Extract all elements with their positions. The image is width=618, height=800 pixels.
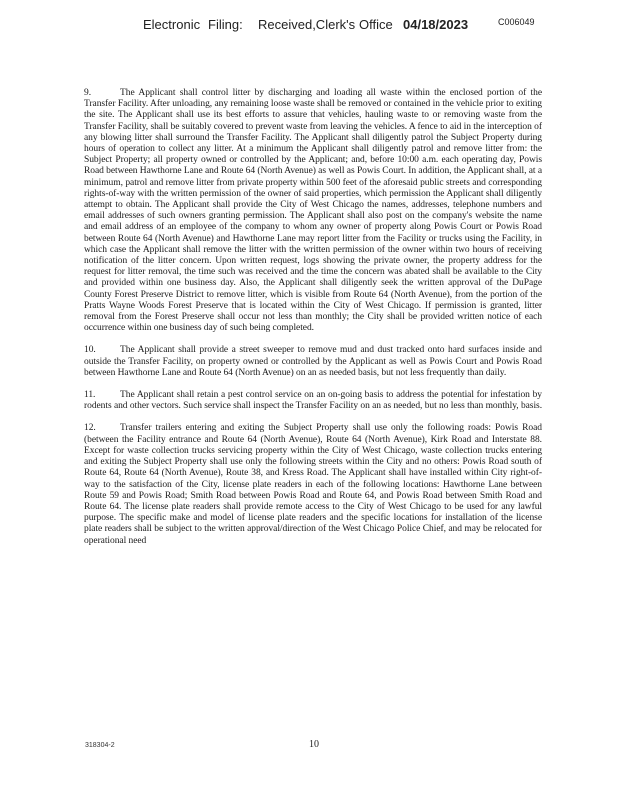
paragraph-text: Transfer trailers entering and exiting the Subject Property shall use only the following roads: Powis Road (between the Facility entrance and Route 64 (North Avenue), Route 64 (North Avenue), Kirk Road and Interstate 88. Except for waste collection trucks servicing property within the City of West Chicago, waste collection trucks entering and exiting the Subject Property shall use only the following streets within the City and no others: Powis Road south of Route 64, Route 64 (North Avenue), Route 38, and Kress Road. The Applicant shall have installed within City right-of-way to the satisfaction of the City, license plate readers in each of the following locations: Hawthorne Lane between Route 59 and Powis Road; Smith Road between Powis Road and Route 64, and Powis Road between Smith Road and Route 64. The license plate readers shall provide remote access to the City of West Chicago to be used for any lawful purpose. The specific make and model of license plate readers and the specific locations for installation of the license plate readers shall be subject to the written approval/direction of the West Chicago Police Chief, and may be relocated for operational need bbox=[84, 423, 542, 546]
paragraph-12 bbox=[84, 423, 542, 546]
paragraph-number: 11. bbox=[84, 390, 96, 401]
paragraph-9 bbox=[84, 88, 542, 334]
filing-stamp-header bbox=[0, 17, 618, 37]
paragraph-number: 10. bbox=[84, 345, 96, 356]
document-body bbox=[84, 88, 542, 547]
header-code: C006049 bbox=[498, 17, 535, 27]
paragraph-text: The Applicant shall provide a street sweeper to remove mud and dust tracked onto hard surfaces inside and outside the Transfer Facility, on property owned or controlled by the Applicant as well as Powis Court and Powis Road between Hawthorne Lane and Route 64 (North Avenue) on an as needed basis, but not less frequently than daily. bbox=[84, 345, 542, 378]
paragraph-number: 12. bbox=[84, 423, 96, 434]
paragraph-number: 9. bbox=[84, 88, 92, 98]
header-filing: Filing: bbox=[208, 17, 243, 32]
paragraph-10 bbox=[84, 345, 542, 379]
header-received: Received,Clerk's bbox=[258, 17, 356, 32]
page-number: 10 bbox=[309, 739, 319, 750]
header-electronic: Electronic bbox=[143, 17, 201, 32]
paragraph-text: The Applicant shall retain a pest control service on an on-going basis to address the potential for infestation by rodents and other vectors. Such service shall inspect the Transfer Facility on an as needed, but no less than monthly, basis. bbox=[84, 390, 543, 412]
paragraph-11 bbox=[84, 390, 542, 412]
header-office: Office bbox=[359, 17, 393, 32]
paragraph-text: The Applicant shall control litter by discharging and loading all waste within the enclosed portion of the Transfer Facility. After unloading, any remaining loose waste shall be removed or contained in the vehicle prior to exiting the site. The Applicant shall use its best efforts to assure that vehicles, hauling waste to or removing waste from the Transfer Facility, shall be suitably covered to prevent waste from leaving the vehicles. A fence to aid in the interception of any blowing litter shall surround the Transfer Facility. The Applicant shall diligently patrol the Subject Property during hours of operation to collect any litter. At a minimum the Applicant shall diligently patrol and remove litter from: the Subject Property; all property owned or controlled by the Applicant; and, before 10:00 a.m. each operating day, Powis Road between Hawthorne Lane and Route 64 (North Avenue) as well as Powis Court. In addition, the Applicant shall, at a minimum, patrol and remove litter from private property within 500 feet of the aforesaid public streets and corresponding rights-of-way with the written permission of the owner of said properties, which permission the Applicant shall diligently attempt to obtain. The Applicant shall provide the City of West Chicago the names, addresses, telephone numbers and email addresses of such owners granting permission. The Applicant shall also post on the company's website the name and email address of an employee of the company to whom any owner of property along Powis Court or Powis Road between Route 64 (North Avenue) and Hawthorne Lane may report litter from the Facility or trucks using the Facility, in which case the Applicant shall remove the litter with the written permission of the owner within two hours of receiving notification of the litter concern. Upon written request, logs showing the private owner, the property address for the request for litter removal, the time such was received and the time the concern was abated shall be available to the City and provided within one business day. Also, the Applicant shall diligently seek the written approval of the DuPage County Forest Preserve District to remove litter, which is visible from Route 64 (North Avenue), from the portion of the Pratts Wayne Woods Forest Preserve that is located within the City of West Chicago. If permission is granted, litter removal from the Forest Preserve shall occur not less than monthly; the City shall be provided written notice of each occurrence within one business day of such being completed. bbox=[84, 88, 542, 334]
header-date: 04/18/2023 bbox=[403, 17, 469, 32]
document-code: 318304-2 bbox=[85, 742, 115, 749]
